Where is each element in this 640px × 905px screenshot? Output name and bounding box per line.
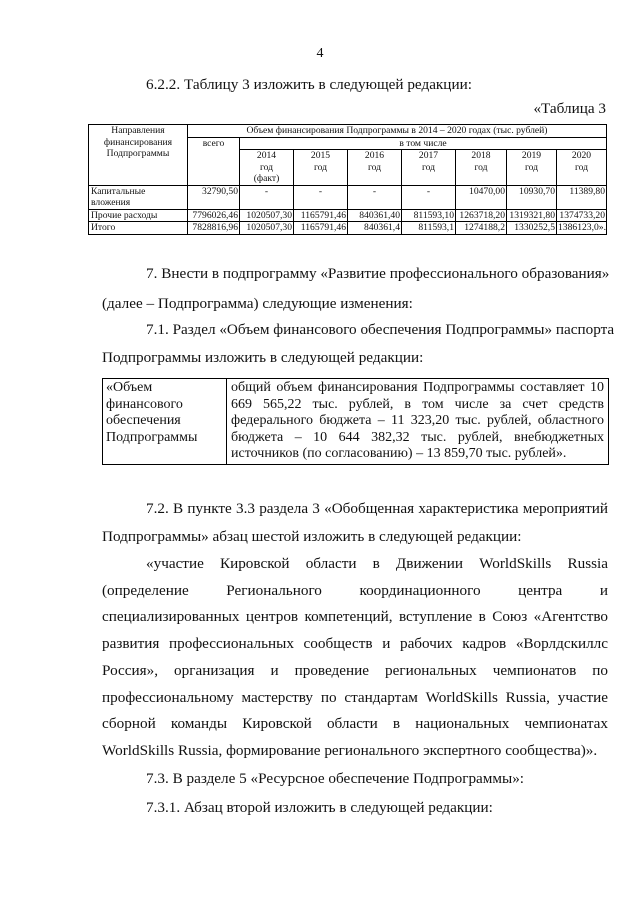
table-cell: 1020507,30: [240, 222, 294, 235]
paragraph-7: 7. Внести в подпрограмму «Развитие профессионального образования»: [146, 265, 610, 282]
header-including: в том числе: [240, 137, 607, 150]
table-cell: 1330252,5: [507, 222, 557, 235]
passport-value: общий объем финансирования Подпрограммы составляет 10 669 565,22 тыс. рублей, в том числе за счет средств федерального бюджета – 11 323,20 тыс. рублей, областного бюджета – 10 644 382,32 тыс. рублей, внебюджетных источников (по согласованию) – 13 859,70 тыс. рублей».: [227, 379, 609, 465]
year-header: 2017 год: [402, 150, 456, 186]
row-label: Капитальные вложения: [89, 185, 188, 209]
table-cell: 1263718,20: [456, 209, 507, 222]
paragraph-7-2-cont: Подпрограммы» абзац шестой изложить в следующей редакции:: [102, 528, 522, 545]
table-cell: 1386123,0».: [558, 222, 606, 233]
table-row: [89, 209, 607, 222]
financing-table: [88, 124, 607, 235]
quote-line: Россия», организация и проведение региональных чемпионатов по: [102, 662, 608, 679]
header-directions: Направления финансирования Подпрограммы: [89, 125, 188, 186]
year-header: 2016 год: [348, 150, 402, 186]
table-cell: 32790,50: [188, 185, 240, 209]
year-header: 2019 год: [507, 150, 557, 186]
table-cell: 1274188,2: [456, 222, 507, 235]
paragraph-7-3-1: 7.3.1. Абзац второй изложить в следующей редакции:: [146, 799, 493, 816]
year-header: 2014 год (факт): [240, 150, 294, 186]
quote-line: «участие Кировской области в Движении WorldSkills Russia: [146, 555, 608, 572]
table-cell: 1165791,46: [294, 209, 348, 222]
table-cell: 11389,80: [557, 185, 607, 209]
table-cell: 811593,1: [402, 222, 456, 235]
table-cell: 10470,00: [456, 185, 507, 209]
paragraph-7-2: 7.2. В пункте 3.3 раздела 3 «Обобщенная характеристика мероприятий: [146, 500, 608, 517]
table-cell: 1165791,46: [294, 222, 348, 235]
quote-line: (определение Регионального координационного центра и: [102, 582, 608, 599]
table-cell: 1319321,80: [507, 209, 557, 222]
table-cell: -: [240, 185, 294, 209]
year-header: 2020 год: [557, 150, 607, 186]
row-label: Прочие расходы: [89, 209, 188, 222]
paragraph-6-2-2: 6.2.2. Таблицу 3 изложить в следующей редакции:: [146, 76, 472, 93]
year-header: 2018 год: [456, 150, 507, 186]
passport-table: [102, 378, 609, 465]
paragraph-7-3: 7.3. В разделе 5 «Ресурсное обеспечение Подпрограммы»:: [146, 770, 525, 787]
table-cell: -: [348, 185, 402, 209]
table-cell: 1020507,30: [240, 209, 294, 222]
quote-line: профессиональному мастерству по стандартам WorldSkills Russia, участие: [102, 689, 608, 706]
header-volume: Объем финансирования Подпрограммы в 2014 – 2020 годах (тыс. рублей): [188, 125, 607, 138]
quote-line: развития профессиональных сообществ и рабочих кадров «Ворлдскиллс: [102, 635, 608, 652]
page-number: 4: [316, 46, 324, 61]
table-cell: -: [402, 185, 456, 209]
table-header-row: [89, 125, 607, 138]
header-total: всего: [188, 137, 240, 185]
table-cell: 840361,40: [348, 209, 402, 222]
table-row: [89, 222, 607, 235]
row-label: Итого: [89, 222, 188, 235]
passport-label: «Объем финансового обеспечения Подпрограммы: [103, 379, 227, 465]
table-cell: 811593,10: [402, 209, 456, 222]
paragraph-7-1-cont: Подпрограммы изложить в следующей редакции:: [102, 349, 424, 366]
quote-line: WorldSkills Russia, формирование регионального экспертного сообщества)».: [102, 742, 598, 759]
passport-row: [103, 379, 609, 465]
quote-line: специализированных центров компетенций, вступление в Союз «Агентство: [102, 608, 608, 625]
paragraph-7-cont: (далее – Подпрограмма) следующие изменения:: [102, 295, 413, 312]
table-cell: 840361,4: [348, 222, 402, 235]
table-cell: -: [294, 185, 348, 209]
year-header: 2015 год: [294, 150, 348, 186]
table-cell: 7828816,96: [188, 222, 240, 235]
table-row: [89, 185, 607, 209]
paragraph-7-1: 7.1. Раздел «Объем финансового обеспечения Подпрограммы» паспорта: [146, 321, 615, 338]
quote-line: сборной команды Кировской области в национальных чемпионатах: [102, 715, 608, 732]
table-cell: 10930,70: [507, 185, 557, 209]
table-cell: 7796026,46: [188, 209, 240, 222]
table-cell: 1374733,20: [557, 209, 607, 222]
table-caption: «Таблица 3: [533, 100, 606, 117]
